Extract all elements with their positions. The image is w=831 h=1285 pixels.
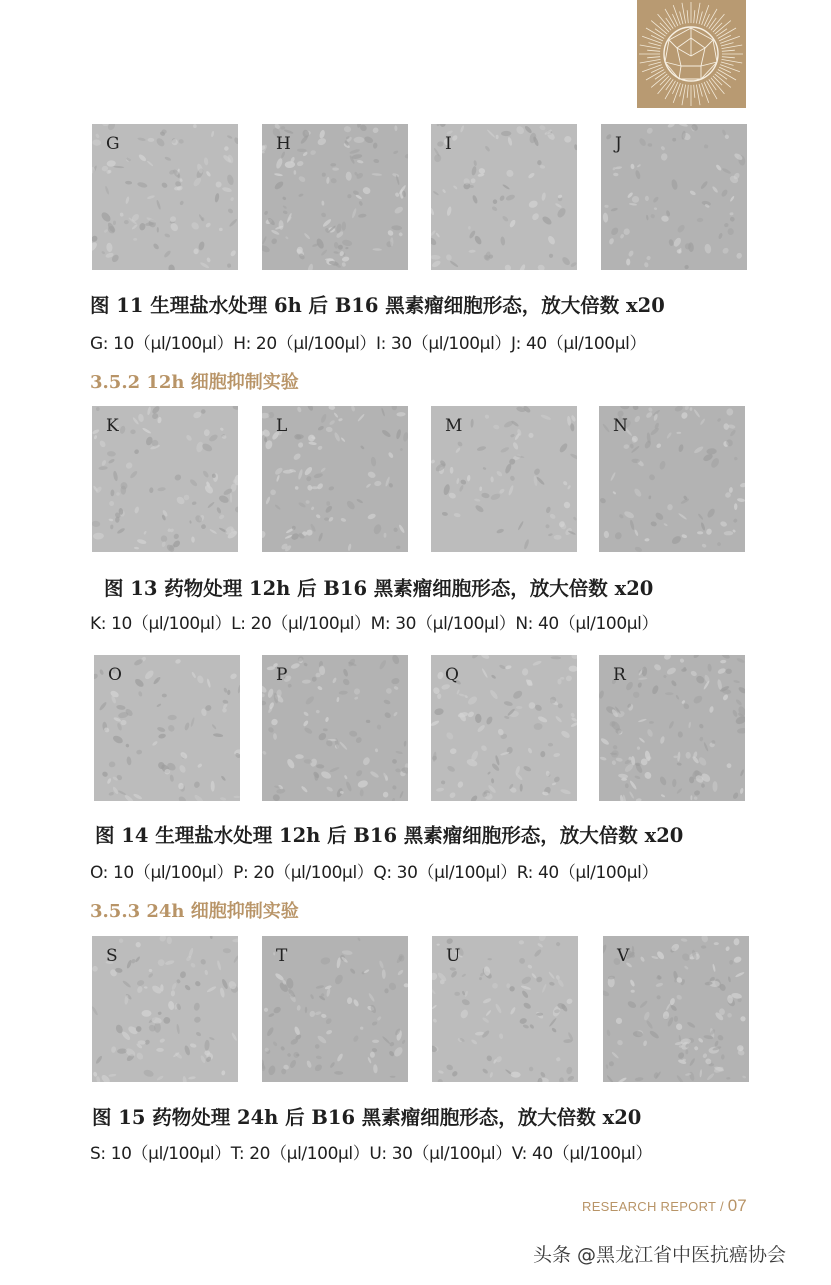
figure-11-caption: 图 11 生理盐水处理 6h 后 B16 黑素瘤细胞形态，放大倍数 x20 (90, 294, 665, 317)
figure-15-panels (0, 936, 831, 1084)
micrograph-j (601, 124, 747, 270)
micrograph-m (431, 406, 577, 552)
sunburst-polyhedron-icon (637, 0, 746, 108)
micrograph-r (599, 655, 745, 801)
figure-13-panels (0, 406, 831, 554)
micrograph-h (262, 124, 408, 270)
micrograph-o (94, 655, 240, 801)
panel-label: J (615, 134, 622, 154)
watermark: 头条 @黑龙江省中医抗癌协会 (533, 1244, 787, 1266)
micrograph-v (603, 936, 749, 1082)
figure-11-panels (0, 124, 831, 272)
panel-label: N (613, 416, 628, 436)
micrograph-n (599, 406, 745, 552)
micrograph-l (262, 406, 408, 552)
micrograph-u (432, 936, 578, 1082)
panel-label: K (106, 416, 119, 436)
panel-label: M (445, 416, 463, 436)
panel-label: P (276, 665, 288, 685)
figure-14-concentrations: O: 10（μl/100μl）P: 20（μl/100μl）Q: 30（μl/100μl）R: 40（μl/100μl） (90, 863, 659, 883)
section-heading-3-5-3: 3.5.3 24h 细胞抑制实验 (90, 901, 299, 922)
panel-label: S (106, 946, 118, 966)
figure-14-panels (0, 655, 831, 803)
panel-label: I (445, 134, 452, 154)
figure-15-caption: 图 15 药物处理 24h 后 B16 黑素瘤细胞形态，放大倍数 x20 (92, 1106, 642, 1129)
section-heading-3-5-2: 3.5.2 12h 细胞抑制实验 (90, 372, 299, 393)
micrograph-i (431, 124, 577, 270)
panel-label: U (446, 946, 461, 966)
figure-13-concentrations: K: 10（μl/100μl）L: 20（μl/100μl）M: 30（μl/100μl）N: 40（μl/100μl） (90, 614, 659, 634)
micrograph-t (262, 936, 408, 1082)
figure-15-concentrations: S: 10（μl/100μl）T: 20（μl/100μl）U: 30（μl/100μl）V: 40（μl/100μl） (90, 1144, 653, 1164)
page-number: 07 (727, 1196, 747, 1215)
page-footer (582, 1196, 747, 1216)
panel-label: L (276, 416, 288, 436)
figure-14-caption: 图 14 生理盐水处理 12h 后 B16 黑素瘤细胞形态，放大倍数 x20 (95, 824, 684, 847)
micrograph-k (92, 406, 238, 552)
micrograph-q (431, 655, 577, 801)
panel-label: R (613, 665, 626, 685)
figure-11-concentrations: G: 10（μl/100μl）H: 20（μl/100μl）I: 30（μl/100μl）J: 40（μl/100μl） (90, 334, 647, 354)
micrograph-g (92, 124, 238, 270)
panel-label: H (276, 134, 291, 154)
panel-label: O (108, 665, 122, 685)
footer-label: RESEARCH REPORT / (582, 1199, 728, 1214)
panel-label: G (106, 134, 120, 154)
micrograph-s (92, 936, 238, 1082)
panel-label: V (617, 946, 630, 966)
figure-13-caption: 图 13 药物处理 12h 后 B16 黑素瘤细胞形态，放大倍数 x20 (104, 577, 654, 600)
panel-label: T (276, 946, 288, 966)
panel-label: Q (445, 665, 459, 685)
micrograph-p (262, 655, 408, 801)
